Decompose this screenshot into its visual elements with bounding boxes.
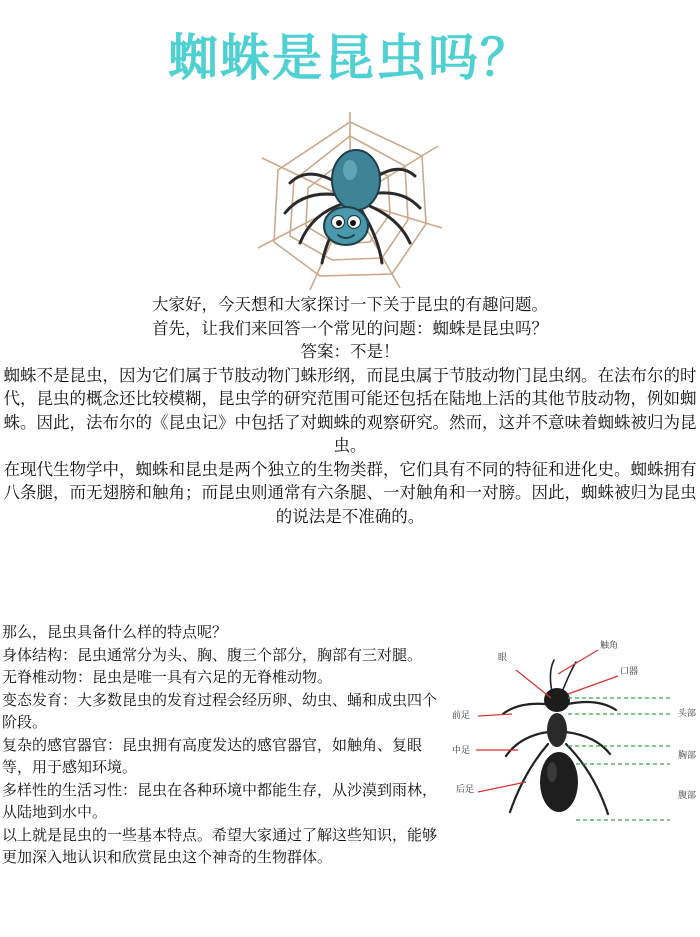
ant-label-abdomen: 腹部 <box>678 791 697 801</box>
intro-greeting: 大家好，今天想和大家探讨一下关于昆虫的有趣问题。 <box>152 295 548 314</box>
ant-thorax <box>547 713 567 747</box>
intro-text <box>0 293 700 528</box>
feature-diversity: 多样性的生活习性：昆虫在各种环境中都能生存，从沙漠到雨林，从陆地到水中。 <box>2 780 438 821</box>
feature-metamorphosis: 变态发育：大多数昆虫的发育过程会经历卵、幼虫、蛹和成虫四个阶段。 <box>2 690 438 731</box>
ant-antennae <box>550 660 576 692</box>
ant-abdomen <box>540 752 578 812</box>
feature-invertebrate: 无脊椎动物：昆虫是唯一具有六足的无脊椎动物。 <box>2 668 333 686</box>
insect-features-text <box>2 621 446 869</box>
ant-label-antenna: 触角 <box>600 641 619 651</box>
ant-label-hindleg: 后足 <box>456 785 475 795</box>
ant-label-midleg: 中足 <box>452 746 471 756</box>
spider-head <box>324 207 368 245</box>
feature-sensory-organs: 复杂的感官器官：昆虫拥有高度发达的感官器官，如触角、复眼等，用于感知环境。 <box>2 735 423 776</box>
ant-label-foreleg: 前足 <box>452 711 471 721</box>
ant-label-thorax: 胸部 <box>678 751 697 761</box>
ant-green-guide-lines <box>568 698 670 820</box>
spider-on-web-illustration <box>250 108 450 293</box>
ant-label-mouthparts: 口器 <box>620 667 639 677</box>
spider-abdomen <box>332 150 380 210</box>
features-conclusion: 以上就是昆虫的一些基本特点。希望大家通过了解这些知识，能够更加深入地认识和欣赏昆虫这个神奇的生物群体。 <box>2 825 438 866</box>
ant-anatomy-diagram <box>448 632 700 842</box>
feature-body-structure: 身体结构：昆虫通常分为头、胸、腹三个部分，胸部有三对腿。 <box>2 645 423 664</box>
features-question: 那么，昆虫具备什么样的特点呢？ <box>2 623 228 641</box>
intro-modern-biology: 在现代生物学中，蜘蛛和昆虫是两个独立的生物类群，它们具有不同的特征和进化史。蜘蛛拥有八条腿，而无翅膀和触角；而昆虫则通常有六条腿、一对触角和一对膀。因此，蜘蛛被归为昆虫的说法是不准确的。 <box>3 459 697 526</box>
intro-question: 首先，让我们来回答一个常见的问题：蜘蛛是昆虫吗？ <box>152 318 548 338</box>
intro-answer: 答案：不是！ <box>300 342 400 361</box>
ant-label-head: 头部 <box>678 709 697 719</box>
ant-label-eye: 眼 <box>498 653 508 663</box>
page-title: 蜘蛛是昆虫吗？ <box>168 29 532 87</box>
ant-head <box>544 688 570 712</box>
intro-explanation: 蜘蛛不是昆虫，因为它们属于节肢动物门蛛形纲，而昆虫属于节肢动物门昆虫纲。在法布尔的时代，昆虫的概念还比较模糊，昆虫学的研究范围可能还包括在陆地上活的其他节肢动物，例如蜘蛛。因此，法布尔的《昆虫记》中包括了对蜘蛛的观察研究。然而，这并不意味着蜘蛛被归为昆虫。 <box>3 365 697 455</box>
